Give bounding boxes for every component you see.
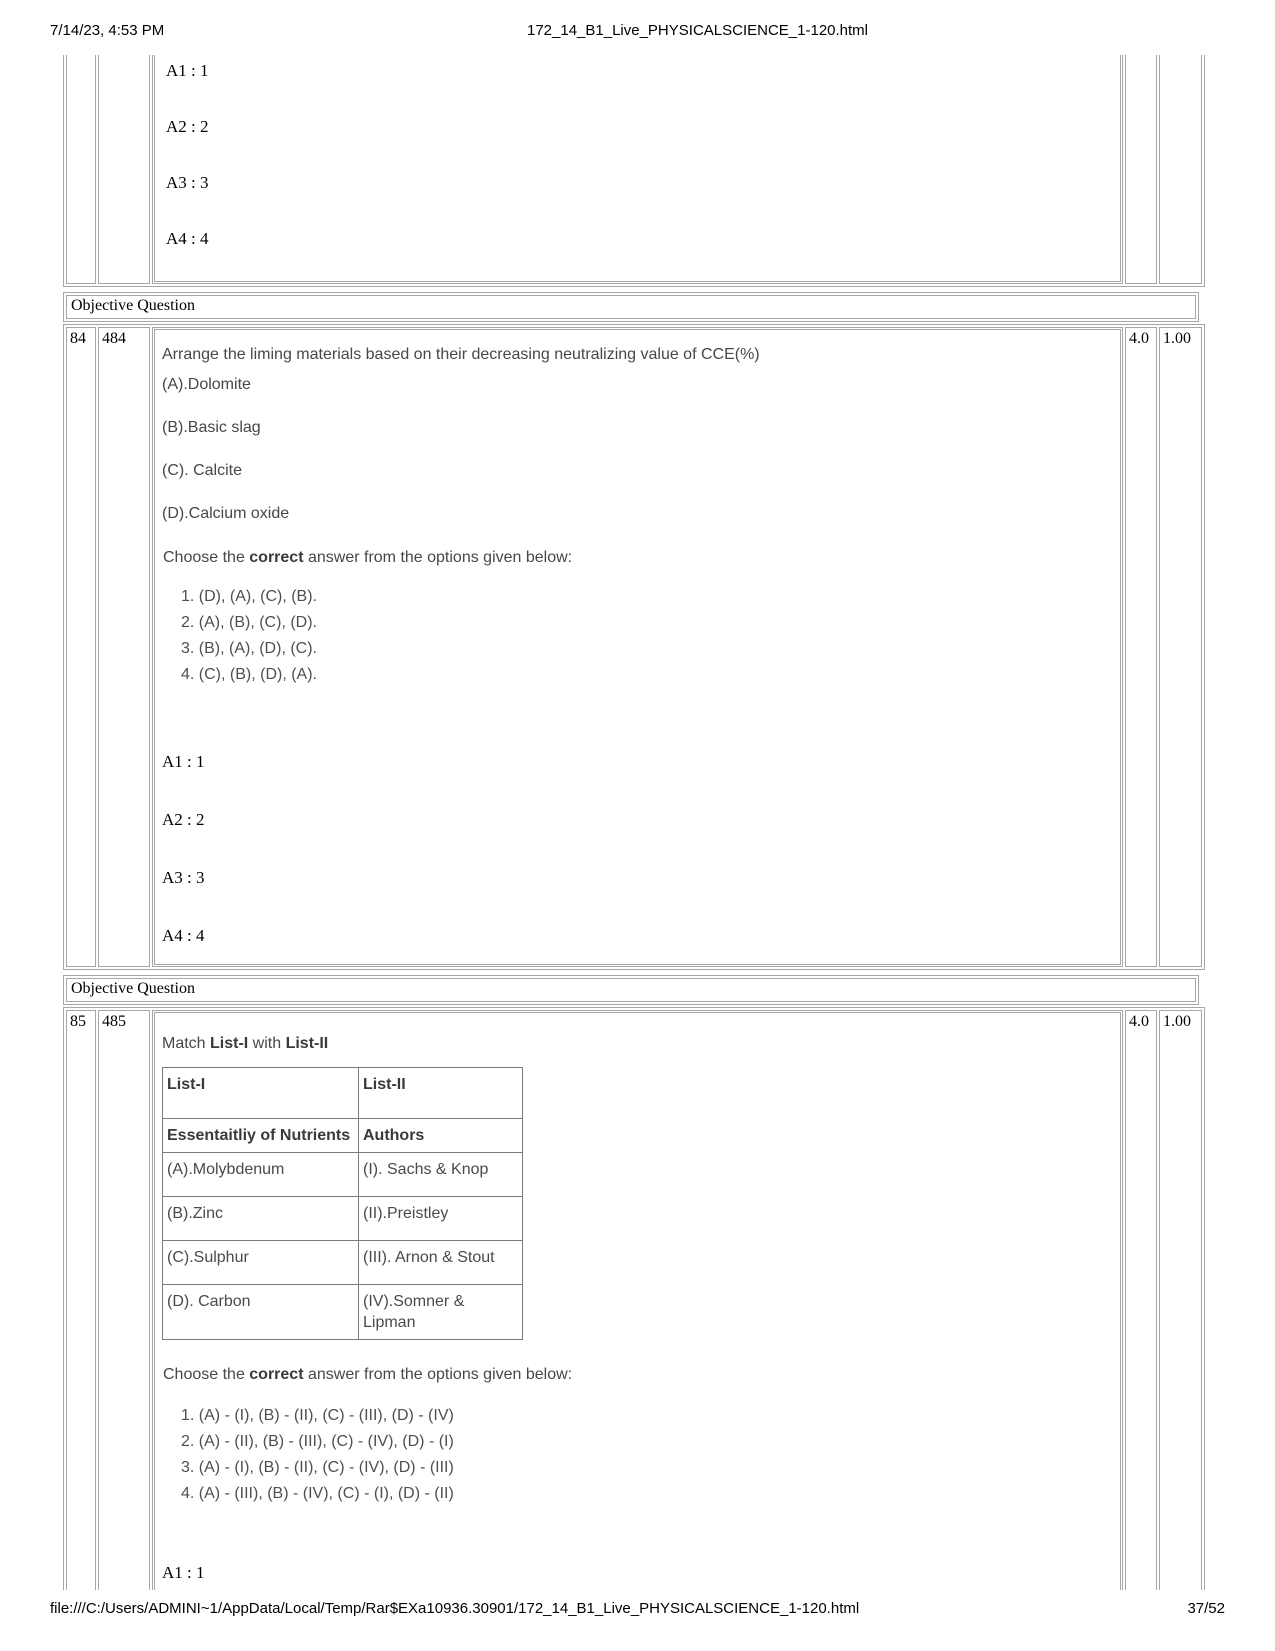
question-number: 85 (70, 1013, 86, 1030)
choose-prefix: Choose the (163, 549, 250, 566)
marks-value: 4.0 (1129, 330, 1149, 347)
marks-value: 4.0 (1129, 1013, 1149, 1030)
match-cell: (IV).Somner & Lipman (359, 1285, 523, 1340)
match-cell: (B).Zinc (163, 1197, 359, 1241)
print-header (0, 22, 1275, 42)
answer-key-line: A4 : 4 (166, 229, 209, 248)
match-table (162, 1067, 523, 1340)
question-row-84 (63, 324, 1205, 970)
question-number: 84 (70, 330, 86, 347)
answer-key-line: A1 : 1 (166, 61, 209, 80)
question-content-cell (152, 55, 1123, 284)
negative-marks-cell (1159, 55, 1202, 284)
options-list (161, 584, 1110, 688)
option-item: 4. (A) - (III), (B) - (IV), (C) - (I), (D) - (II) (181, 1485, 454, 1502)
section-label: Objective Question (66, 295, 1196, 319)
match-col1-subheader: Essentaitliy of Nutrients (163, 1119, 359, 1153)
option-item: 3. (A) - (I), (B) - (II), (C) - (IV), (D) - (III) (181, 1459, 454, 1476)
answer-key-line: A4 : 4 (162, 926, 205, 945)
options-list (161, 1403, 1110, 1507)
choose-prefix: Choose the (163, 1366, 250, 1383)
question-content-cell (152, 327, 1123, 967)
header-document-title: 172_14_B1_Live_PHYSICALSCIENCE_1-120.html (526, 22, 869, 39)
choose-suffix: answer from the options given below: (303, 1366, 573, 1383)
question-number-cell (66, 1010, 96, 1590)
question-id-cell (98, 1010, 150, 1590)
marks-cell (1125, 55, 1157, 284)
option-item: 2. (A) - (II), (B) - (III), (C) - (IV), (D) - (I) (181, 1433, 454, 1450)
marks-cell (1125, 327, 1157, 967)
answer-key-line: A2 : 2 (162, 810, 205, 829)
question-id: 485 (102, 1013, 126, 1030)
question-content-box (154, 1012, 1121, 1590)
choose-bold-word: correct (249, 1366, 304, 1383)
header-datetime: 7/14/23, 4:53 PM (50, 22, 165, 39)
question-item: (D).Calcium oxide (162, 505, 290, 522)
negative-marks-cell (1159, 1010, 1202, 1590)
question-id-cell (98, 327, 150, 967)
match-list2-label: List-II (285, 1035, 329, 1052)
question-content-box (154, 329, 1121, 965)
choose-bold-word: correct (249, 549, 304, 566)
question-content-cell (152, 1010, 1123, 1590)
match-col1-header: List-I (163, 1068, 359, 1119)
option-item: 1. (D), (A), (C), (B). (181, 588, 317, 605)
match-table-row (163, 1241, 523, 1285)
match-cell: (A).Molybdenum (163, 1153, 359, 1197)
question-row-continuation (63, 55, 1205, 287)
match-table-header-row (163, 1068, 523, 1119)
question-id-cell (98, 55, 150, 284)
print-footer (50, 1600, 1225, 1620)
question-number-cell (66, 327, 96, 967)
question-row-85 (63, 1007, 1205, 1590)
match-table-row (163, 1285, 523, 1340)
match-list1-label: List-I (210, 1035, 249, 1052)
question-item: (C). Calcite (162, 462, 243, 479)
choose-instruction (163, 1364, 1110, 1385)
question-number-cell (66, 55, 96, 284)
answer-key-line: A2 : 2 (166, 117, 209, 136)
match-cell: (III). Arnon & Stout (359, 1241, 523, 1285)
match-cell: (C).Sulphur (163, 1241, 359, 1285)
answer-key-line: A1 : 1 (162, 1563, 205, 1582)
match-cell: (I). Sachs & Knop (359, 1153, 523, 1197)
footer-file-path: file:///C:/Users/ADMINI~1/AppData/Local/Temp/Rar$EXa10936.30901/172_14_B1_Live_PHYSICALSCIENCE_1-120.html (50, 1600, 860, 1617)
match-cell: (II).Preistley (359, 1197, 523, 1241)
match-col2-subheader: Authors (359, 1119, 523, 1153)
question-prompt: Arrange the liming materials based on their decreasing neutralizing value of CCE(%) (162, 346, 760, 363)
answer-key-line: A3 : 3 (162, 868, 205, 887)
negative-marks-cell (1159, 327, 1202, 967)
match-prefix: Match (162, 1035, 211, 1052)
negative-marks-value: 1.00 (1163, 330, 1191, 347)
choose-instruction (163, 547, 1110, 568)
exam-document (63, 55, 1205, 1590)
option-item: 4. (C), (B), (D), (A). (181, 666, 317, 683)
negative-marks-value: 1.00 (1163, 1013, 1191, 1030)
option-item: 1. (A) - (I), (B) - (II), (C) - (III), (D) - (IV) (181, 1407, 454, 1424)
question-id: 484 (102, 330, 126, 347)
match-middle: with (248, 1035, 286, 1052)
footer-page-number: 37/52 (1187, 1600, 1225, 1617)
match-cell: (D). Carbon (163, 1285, 359, 1340)
marks-cell (1125, 1010, 1157, 1590)
match-instruction (162, 1033, 1110, 1055)
question-item: (A).Dolomite (162, 376, 251, 393)
choose-suffix: answer from the options given below: (303, 549, 573, 566)
question-item: (B).Basic slag (162, 419, 261, 436)
section-band (63, 975, 1199, 1005)
answer-key-line: A3 : 3 (166, 173, 209, 192)
section-band (63, 292, 1199, 322)
match-table-subheader-row (163, 1119, 523, 1153)
option-item: 3. (B), (A), (D), (C). (181, 640, 317, 657)
answer-key-line: A1 : 1 (162, 752, 205, 771)
option-item: 2. (A), (B), (C), (D). (181, 614, 317, 631)
match-table-row (163, 1197, 523, 1241)
question-content-box (154, 55, 1121, 282)
match-table-row (163, 1153, 523, 1197)
match-col2-header: List-II (359, 1068, 523, 1119)
section-label: Objective Question (66, 978, 1196, 1002)
